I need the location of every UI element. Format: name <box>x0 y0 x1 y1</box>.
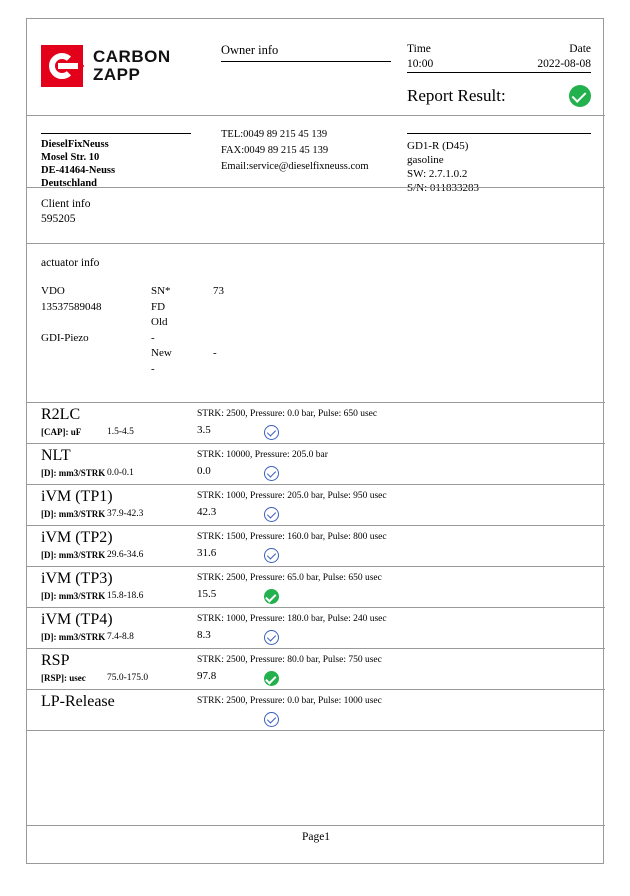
table-row <box>27 689 605 730</box>
date-value: 2022-08-08 <box>537 58 591 70</box>
address-country: Deutschland <box>41 178 98 189</box>
test-range: 37.9-42.3 <box>107 509 144 519</box>
test-range: 1.5-4.5 <box>107 427 134 437</box>
actuator-row <box>41 346 441 362</box>
report-result-block <box>407 85 591 107</box>
actuator-info-title: actuator info <box>41 257 100 269</box>
owner-info-rule <box>221 61 391 62</box>
device-serial-number: S/N: 011833283 <box>407 182 480 194</box>
test-params: STRK: 2500, Pressure: 65.0 bar, Pulse: 650 usec <box>197 573 382 583</box>
test-params: STRK: 2500, Pressure: 80.0 bar, Pulse: 750 usec <box>197 655 382 665</box>
actuator-row <box>41 362 441 378</box>
test-unit: [D]: mm3/STRK <box>41 591 106 601</box>
test-range: 29.6-34.6 <box>107 550 144 560</box>
device-info <box>407 127 591 195</box>
test-unit: [RSP]: usec <box>41 673 86 683</box>
actuator-cell: - <box>151 362 155 375</box>
test-name: R2LC <box>41 406 81 423</box>
device-software-version: SW: 2.7.1.0.2 <box>407 168 468 180</box>
actuator-cell: GDI-Piezo <box>41 331 89 344</box>
client-info <box>41 197 91 227</box>
time-date-block <box>407 43 591 73</box>
company-logo <box>41 43 211 89</box>
contact-tel: TEL:0049 89 215 45 139 <box>221 129 328 140</box>
actuator-cell <box>213 362 333 378</box>
actuator-cell: FD <box>151 300 166 313</box>
actuator-row <box>41 284 441 300</box>
date-label: Date <box>569 43 591 55</box>
test-value: 97.8 <box>197 670 217 682</box>
report-page <box>26 18 604 864</box>
actuator-cell <box>41 315 151 331</box>
table-row <box>27 484 605 525</box>
test-name: iVM (TP1) <box>41 488 113 505</box>
test-name: NLT <box>41 447 71 464</box>
actuator-cell <box>213 331 333 347</box>
test-unit: [D]: mm3/STRK <box>41 509 106 519</box>
actuator-row <box>41 331 441 347</box>
device-model: GD1-R (D45) <box>407 140 469 152</box>
test-name: RSP <box>41 652 70 669</box>
table-row <box>27 607 605 648</box>
test-status-icon <box>264 425 279 440</box>
test-unit: [CAP]: uF <box>41 427 82 437</box>
test-status-icon <box>264 712 279 727</box>
company-address <box>41 127 191 190</box>
brand-line-1: CARBON <box>93 47 171 66</box>
client-info-label: Client info <box>41 198 91 210</box>
test-params: STRK: 1500, Pressure: 160.0 bar, Pulse: 800 usec <box>197 532 387 542</box>
actuator-row <box>41 315 441 331</box>
test-params: STRK: 1000, Pressure: 205.0 bar, Pulse: 950 usec <box>197 491 387 501</box>
test-value: 0.0 <box>197 465 211 477</box>
info-divider <box>27 187 605 188</box>
contact-fax: FAX:0049 89 215 45 139 <box>221 145 329 156</box>
client-divider <box>27 243 605 244</box>
test-unit: [D]: mm3/STRK <box>41 632 106 642</box>
actuator-info-grid <box>41 284 441 377</box>
footer-divider <box>27 825 605 826</box>
test-status-icon <box>264 548 279 563</box>
address-street: Mosel Str. 10 <box>41 152 100 163</box>
actuator-cell: SN* <box>151 285 171 297</box>
test-params: STRK: 1000, Pressure: 180.0 bar, Pulse: 240 usec <box>197 614 387 624</box>
table-row <box>27 566 605 607</box>
actuator-cell: New <box>151 347 172 359</box>
table-row <box>27 525 605 566</box>
actuator-cell <box>41 346 151 362</box>
address-city: DE-41464-Neuss <box>41 165 116 176</box>
test-status-icon <box>264 671 279 686</box>
table-row <box>27 443 605 484</box>
actuator-row <box>41 300 441 316</box>
time-date-rule <box>407 72 591 73</box>
brand-line-2: ZAPP <box>93 65 141 84</box>
test-name: iVM (TP3) <box>41 570 113 587</box>
address-company: DieselFixNeuss <box>41 139 109 150</box>
test-value: 3.5 <box>197 424 211 436</box>
report-result-label: Report Result: <box>407 86 506 105</box>
test-value: 8.3 <box>197 629 211 641</box>
test-status-icon <box>264 507 279 522</box>
test-range: 15.8-18.6 <box>107 591 144 601</box>
owner-info-block <box>221 43 391 62</box>
client-info-value: 595205 <box>41 213 76 225</box>
actuator-cell: - <box>151 331 155 344</box>
test-range: 7.4-8.8 <box>107 632 134 642</box>
actuator-cell: - <box>213 347 217 359</box>
header-divider <box>27 115 605 116</box>
actuator-cell: 73 <box>213 285 224 297</box>
test-range: 75.0-175.0 <box>107 673 149 683</box>
table-bottom-border <box>27 730 605 731</box>
contact-email: Email:service@dieselfixneuss.com <box>221 161 369 172</box>
time-value: 10:00 <box>407 58 434 70</box>
carbon-zapp-logo-icon <box>41 45 83 87</box>
test-name: LP-Release <box>41 693 115 710</box>
owner-info-label: Owner info <box>221 43 279 57</box>
test-range: 0.0-0.1 <box>107 468 134 478</box>
actuator-cell: 13537589048 <box>41 300 102 313</box>
test-name: iVM (TP2) <box>41 529 113 546</box>
report-result-pass-icon <box>569 85 591 107</box>
device-fuel: gasoline <box>407 154 444 166</box>
test-name: iVM (TP4) <box>41 611 113 628</box>
test-params: STRK: 2500, Pressure: 0.0 bar, Pulse: 1000 usec <box>197 696 382 706</box>
actuator-cell <box>213 300 333 316</box>
logo-text <box>93 48 171 84</box>
test-status-icon <box>264 466 279 481</box>
test-status-icon <box>264 589 279 604</box>
test-unit: [D]: mm3/STRK <box>41 468 106 478</box>
actuator-cell <box>213 315 333 331</box>
test-unit: [D]: mm3/STRK <box>41 550 106 560</box>
test-results-table <box>27 402 605 731</box>
time-label: Time <box>407 43 431 55</box>
actuator-cell: VDO <box>41 285 65 297</box>
table-row <box>27 402 605 443</box>
actuator-cell: Old <box>151 316 168 328</box>
test-value: 42.3 <box>197 506 217 518</box>
test-value: 15.5 <box>197 588 217 600</box>
test-value: 31.6 <box>197 547 217 559</box>
test-params: STRK: 2500, Pressure: 0.0 bar, Pulse: 650 usec <box>197 409 378 419</box>
test-status-icon <box>264 630 279 645</box>
actuator-cell <box>41 362 151 378</box>
contact-info <box>221 127 369 175</box>
table-row <box>27 648 605 689</box>
report-body <box>27 19 605 865</box>
page-number: Page1 <box>301 831 331 843</box>
test-params: STRK: 10000, Pressure: 205.0 bar <box>197 450 328 460</box>
